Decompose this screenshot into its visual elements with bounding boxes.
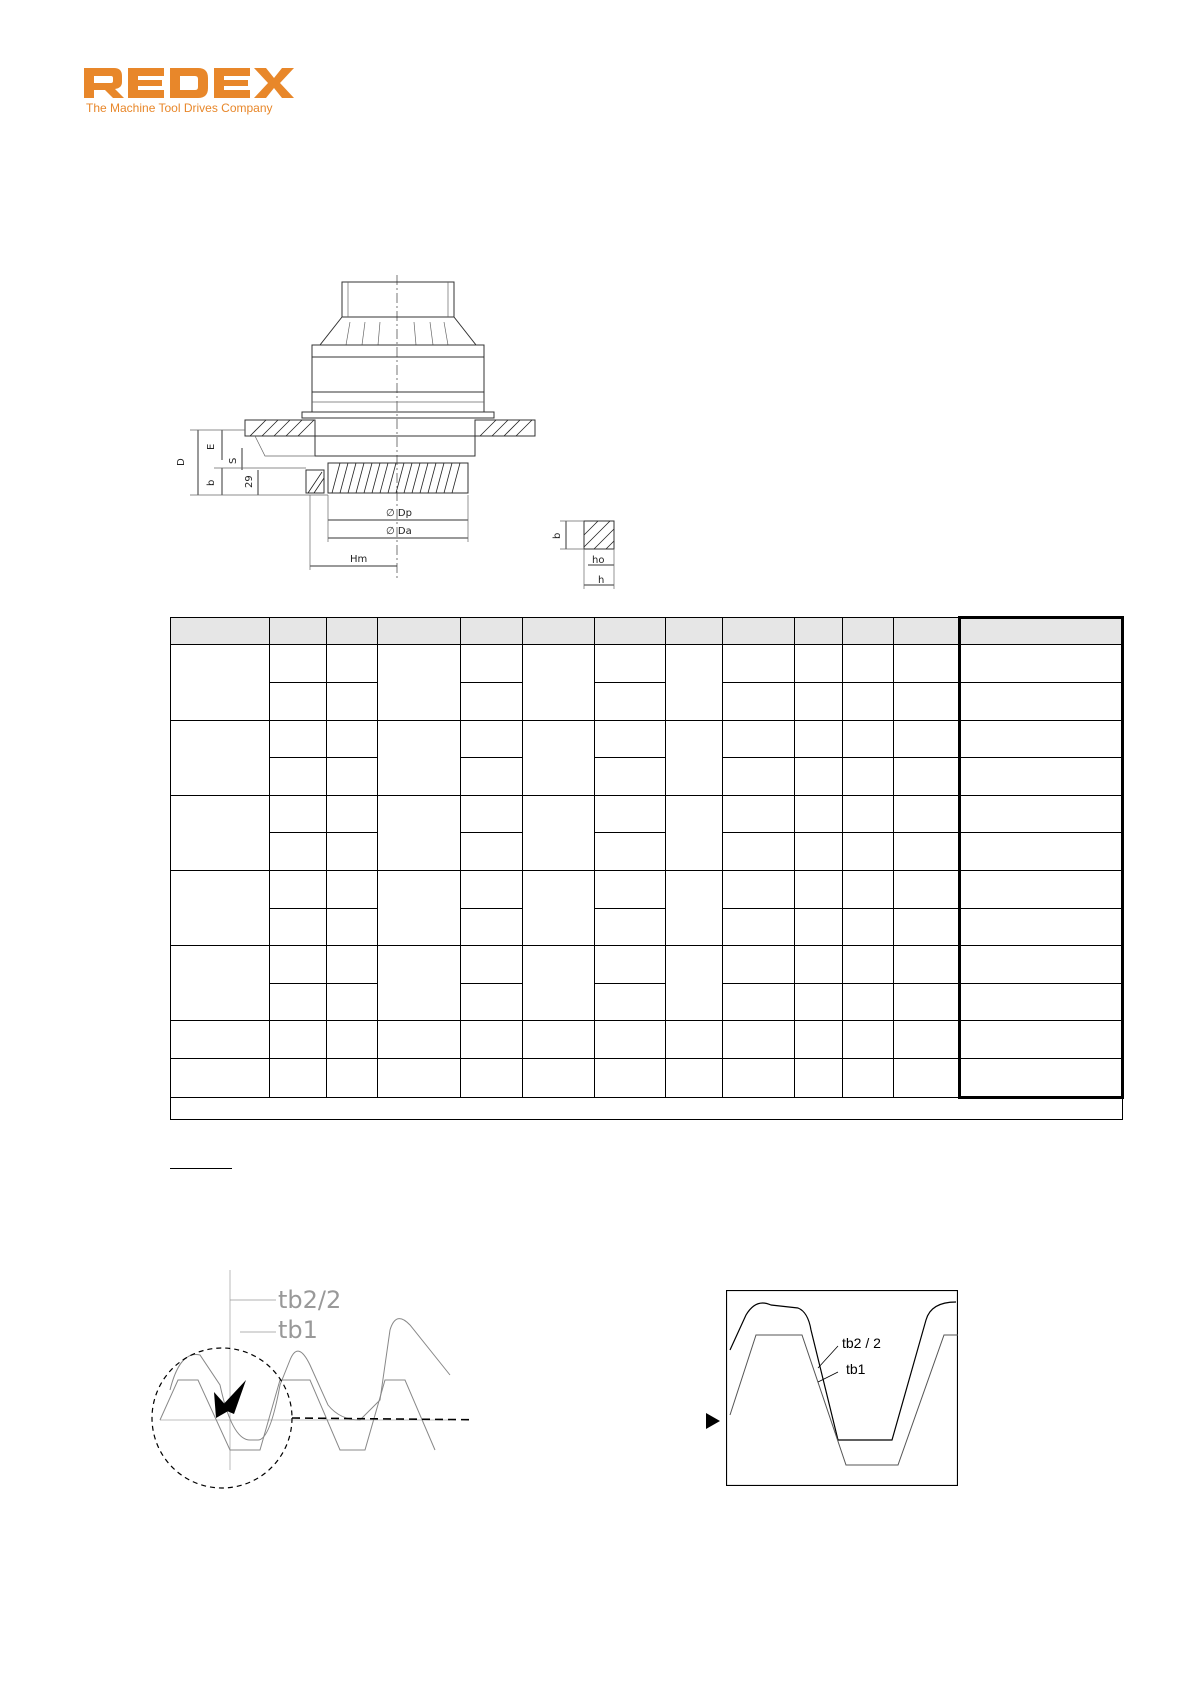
dim-hm-label: Hm bbox=[350, 554, 368, 565]
dim-b-small-label: b bbox=[552, 532, 563, 539]
dim-e-label: E bbox=[206, 443, 217, 450]
table-row bbox=[171, 946, 1123, 984]
arrow-icon bbox=[706, 1411, 722, 1431]
tooth-detail-drawing bbox=[726, 1290, 958, 1486]
dim-d-label: D bbox=[176, 458, 187, 466]
dim-da-label: ∅ Da bbox=[386, 526, 412, 537]
dim-dp-label: ∅ Dp bbox=[386, 508, 412, 519]
logo-tagline: The Machine Tool Drives Company bbox=[86, 101, 273, 115]
dim-z9-label: 29 bbox=[244, 475, 255, 488]
detail-tb2-label: tb2 / 2 bbox=[842, 1335, 881, 1351]
table-row bbox=[171, 683, 1123, 721]
table-row bbox=[171, 870, 1123, 908]
redex-logo bbox=[84, 68, 304, 120]
dim-h-label: h bbox=[598, 575, 605, 586]
table-row bbox=[171, 833, 1123, 871]
notes-heading-underline bbox=[170, 1150, 232, 1169]
gearbox-drawing bbox=[170, 270, 570, 590]
tooth-profile-drawing bbox=[150, 1270, 470, 1500]
table-row bbox=[171, 645, 1123, 683]
table-row bbox=[171, 758, 1123, 796]
table-footer-row bbox=[171, 1097, 1123, 1119]
dim-ho-label: ho bbox=[592, 555, 605, 566]
detail-tb1-label: tb1 bbox=[846, 1361, 866, 1377]
dim-s-label: S bbox=[228, 457, 239, 464]
table-row bbox=[171, 1021, 1123, 1059]
table-row bbox=[171, 983, 1123, 1021]
table-row bbox=[171, 1058, 1123, 1097]
spec-table bbox=[170, 616, 1124, 1120]
rack-section-drawing bbox=[550, 515, 630, 600]
table-row bbox=[171, 795, 1123, 833]
table-header-row bbox=[171, 618, 1123, 645]
tb1-label: tb1 bbox=[278, 1316, 318, 1344]
dim-b-label: b bbox=[206, 479, 217, 486]
table-row bbox=[171, 908, 1123, 946]
tb2-label: tb2/2 bbox=[278, 1286, 342, 1314]
table-row bbox=[171, 720, 1123, 758]
